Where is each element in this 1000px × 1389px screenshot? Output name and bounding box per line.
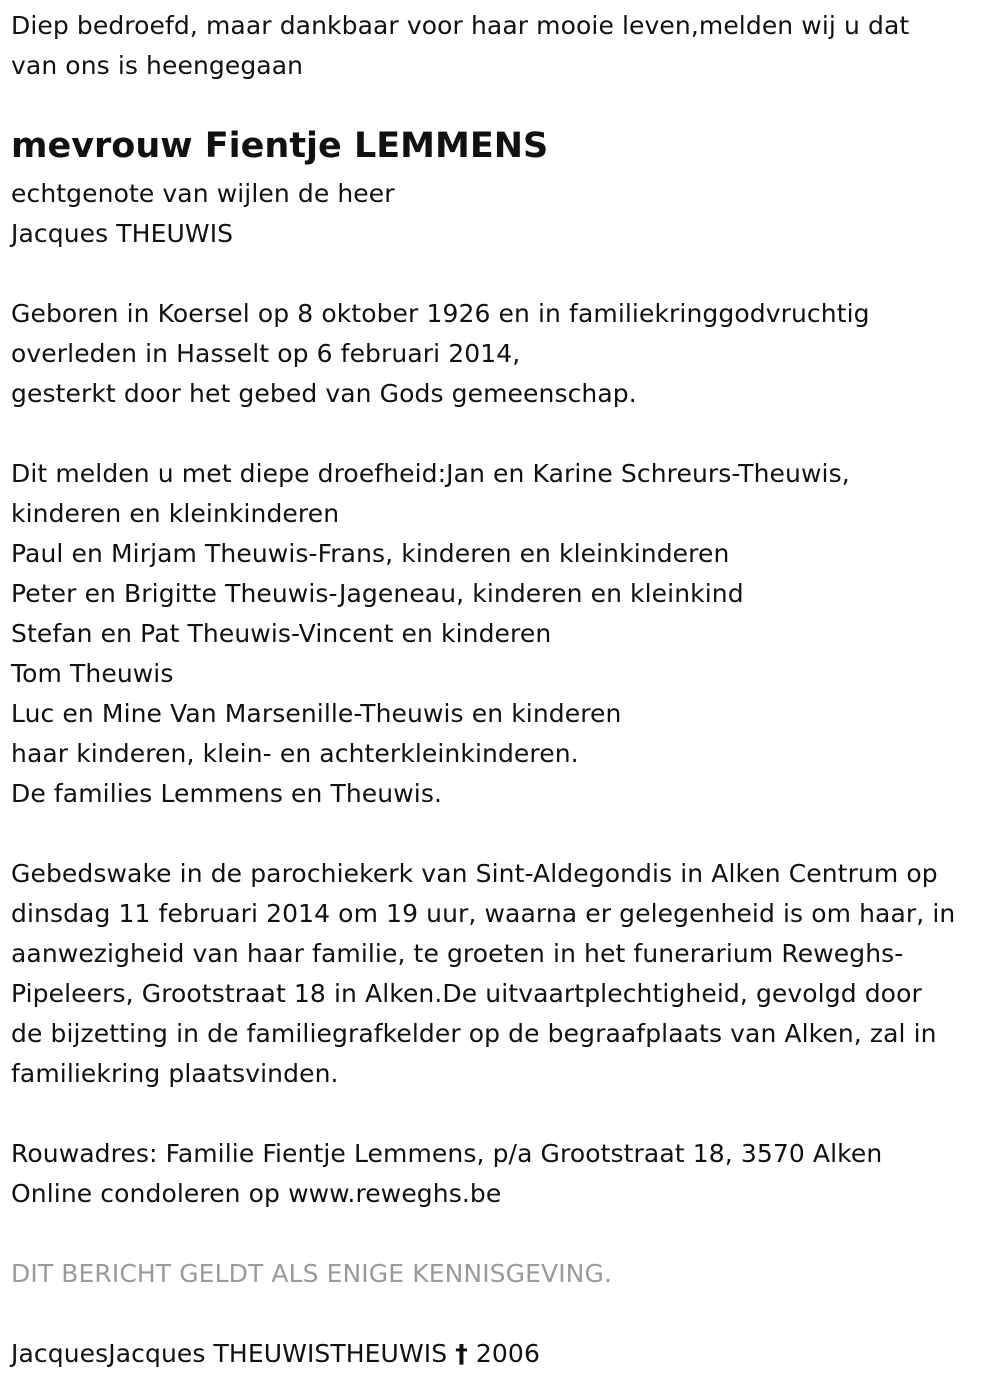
family-line-9: De families Lemmens en Theuwis. <box>11 779 442 808</box>
family-line-6: Tom Theuwis <box>11 659 174 688</box>
contact-online-condolences: Online condoleren op www.reweghs.be <box>11 1179 502 1208</box>
ceremony-line-5: de bijzetting in de familiegrafkelder op de begraafplaats van Alken, zal in <box>11 1019 937 1048</box>
family-line-4: Peter en Brigitte Theuwis-Jageneau, kinderen en kleinkind <box>11 579 744 608</box>
footer-spouse-line <box>11 1334 540 1374</box>
cross-icon: † <box>455 1339 468 1368</box>
family-line-3: Paul en Mirjam Theuwis-Frans, kinderen en kleinkinderen <box>11 539 730 568</box>
intro-line-2: van ons is heengegaan <box>11 51 304 80</box>
family-line-5: Stefan en Pat Theuwis-Vincent en kinderen <box>11 619 552 648</box>
family-line-8: haar kinderen, klein- en achterkleinkinderen. <box>11 739 579 768</box>
ceremony-line-1: Gebedswake in de parochiekerk van Sint-Aldegondis in Alken Centrum op <box>11 859 938 888</box>
family-line-2: kinderen en kleinkinderen <box>11 499 340 528</box>
life-line-1: Geboren in Koersel op 8 oktober 1926 en in familiekringgodvruchtig <box>11 299 870 328</box>
official-notice: DIT BERICHT GELDT ALS ENIGE KENNISGEVING. <box>11 1259 612 1288</box>
footer-year: 2006 <box>475 1339 540 1368</box>
spouse-line-1: echtgenote van wijlen de heer <box>11 179 395 208</box>
ceremony-line-6: familiekring plaatsvinden. <box>11 1059 339 1088</box>
ceremony-line-2: dinsdag 11 februari 2014 om 19 uur, waarna er gelegenheid is om haar, in <box>11 899 956 928</box>
intro-line-1: Diep bedroefd, maar dankbaar voor haar mooie leven,melden wij u dat <box>11 11 910 40</box>
family-line-7: Luc en Mine Van Marsenille-Theuwis en kinderen <box>11 699 622 728</box>
spouse-line-2: Jacques THEUWIS <box>11 219 234 248</box>
deceased-name: mevrouw Fientje LEMMENS <box>11 126 549 166</box>
ceremony-line-3: aanwezigheid van haar familie, te groeten in het funerarium Reweghs- <box>11 939 904 968</box>
footer-spouse-name: JacquesJacques THEUWISTHEUWIS <box>11 1339 448 1368</box>
contact-address: Rouwadres: Familie Fientje Lemmens, p/a Grootstraat 18, 3570 Alken <box>11 1139 883 1168</box>
life-line-3: gesterkt door het gebed van Gods gemeenschap. <box>11 379 637 408</box>
life-line-2: overleden in Hasselt op 6 februari 2014, <box>11 339 521 368</box>
ceremony-line-4: Pipeleers, Grootstraat 18 in Alken.De uitvaartplechtigheid, gevolgd door <box>11 979 922 1008</box>
family-line-1: Dit melden u met diepe droefheid:Jan en Karine Schreurs-Theuwis, <box>11 459 850 488</box>
